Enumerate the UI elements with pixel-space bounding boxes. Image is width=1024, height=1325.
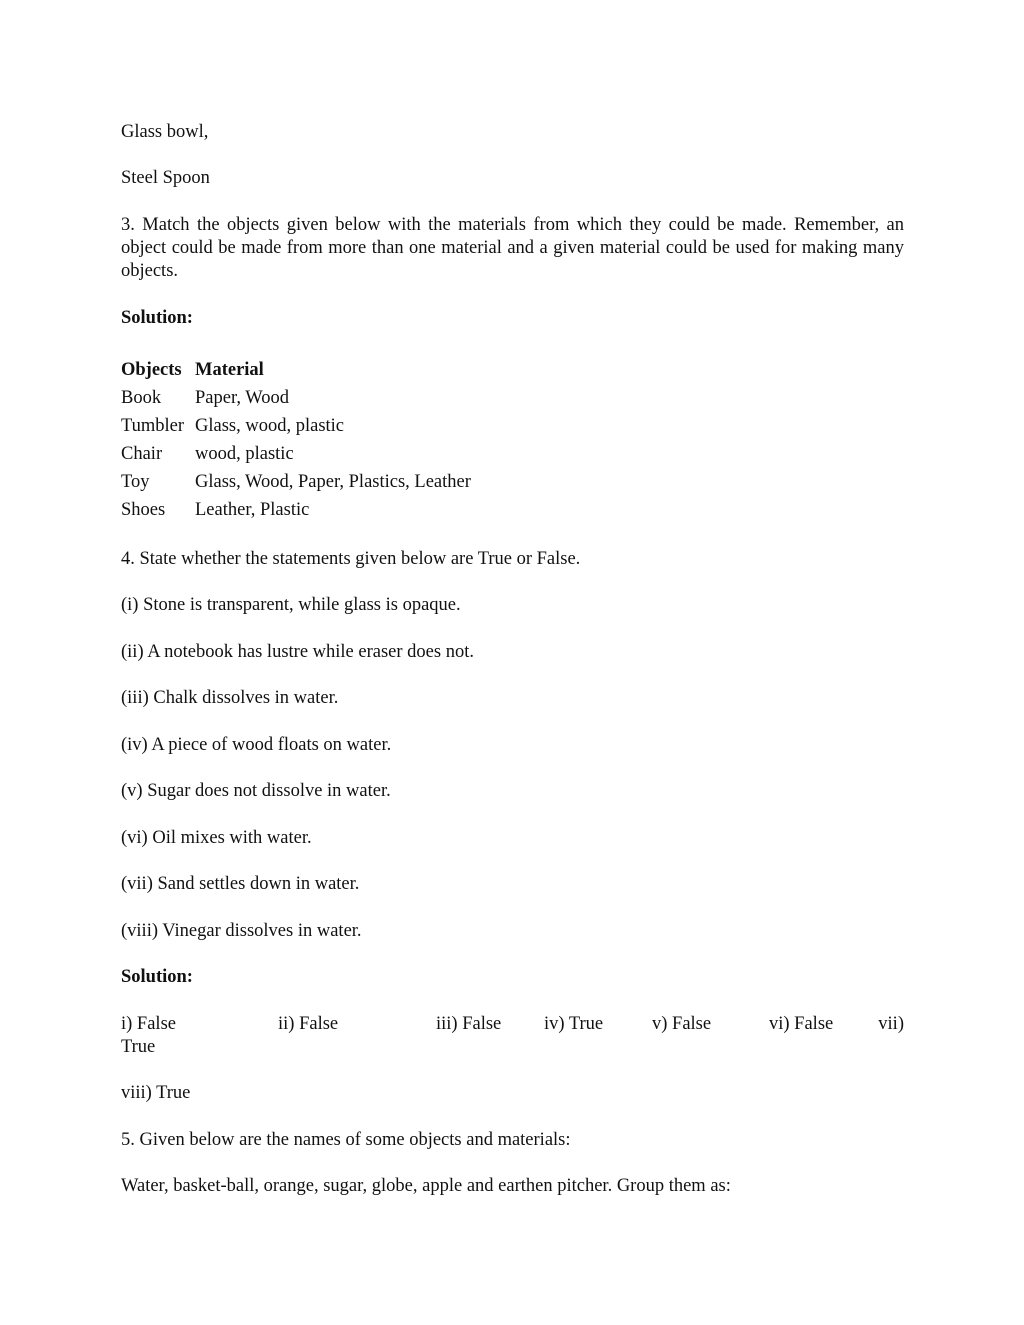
table-row [121, 468, 471, 496]
answer-v: v) False [652, 1014, 712, 1034]
statement-vii: (vii) Sand settles down in water. [121, 874, 360, 894]
object-cell: Shoes [121, 499, 166, 520]
object-cell: Book [121, 387, 162, 408]
header-material: Material [195, 359, 264, 380]
material-cell: Glass, Wood, Paper, Plastics, Leather [195, 471, 471, 492]
answer-vii-label: vii) [878, 1014, 904, 1034]
objects-materials-table [121, 356, 471, 524]
object-cell: Toy [121, 471, 150, 492]
answer-viii: viii) True [121, 1083, 191, 1103]
answer-iv: iv) True [544, 1014, 604, 1034]
question-3: 3. Match the objects given below with the materials from which they could be made. Remember, an object could be made from more than one material and a given material could be used for making many objects. [121, 215, 904, 281]
answer-ii: ii) False [278, 1014, 339, 1034]
answer-iii: iii) False [436, 1014, 502, 1034]
statement-viii: (viii) Vinegar dissolves in water. [121, 921, 362, 941]
table-row [121, 496, 471, 524]
question-5-list: Water, basket-ball, orange, sugar, globe, apple and earthen pitcher. Group them as: [121, 1176, 731, 1196]
object-cell: Chair [121, 443, 163, 464]
table-header-row [121, 356, 471, 384]
material-cell: Leather, Plastic [195, 499, 310, 520]
question-4: 4. State whether the statements given below are True or False. [121, 549, 581, 569]
material-cell: wood, plastic [195, 443, 294, 464]
object-cell: Tumbler [121, 415, 185, 436]
material-cell: Glass, wood, plastic [195, 415, 345, 436]
header-objects: Objects [121, 359, 182, 380]
material-cell: Paper, Wood [195, 387, 290, 408]
item-steel-spoon: Steel Spoon [121, 168, 210, 188]
item-glass-bowl: Glass bowl, [121, 122, 209, 142]
table-row [121, 440, 471, 468]
statement-v: (v) Sugar does not dissolve in water. [121, 781, 391, 801]
solution-label-q3: Solution: [121, 308, 193, 328]
statement-i: (i) Stone is transparent, while glass is opaque. [121, 595, 461, 615]
table-row [121, 384, 471, 412]
solution-label-q4: Solution: [121, 967, 193, 987]
answer-vi: vi) False [769, 1014, 834, 1034]
statement-iv: (iv) A piece of wood floats on water. [121, 735, 392, 755]
statement-ii: (ii) A notebook has lustre while eraser does not. [121, 642, 474, 662]
question-5: 5. Given below are the names of some objects and materials: [121, 1130, 571, 1150]
table-row [121, 412, 471, 440]
statement-vi: (vi) Oil mixes with water. [121, 828, 312, 848]
answers-block [121, 1013, 904, 1059]
answer-vii-value: True [121, 1037, 156, 1057]
statement-iii: (iii) Chalk dissolves in water. [121, 688, 339, 708]
answer-i: i) False [121, 1014, 176, 1034]
